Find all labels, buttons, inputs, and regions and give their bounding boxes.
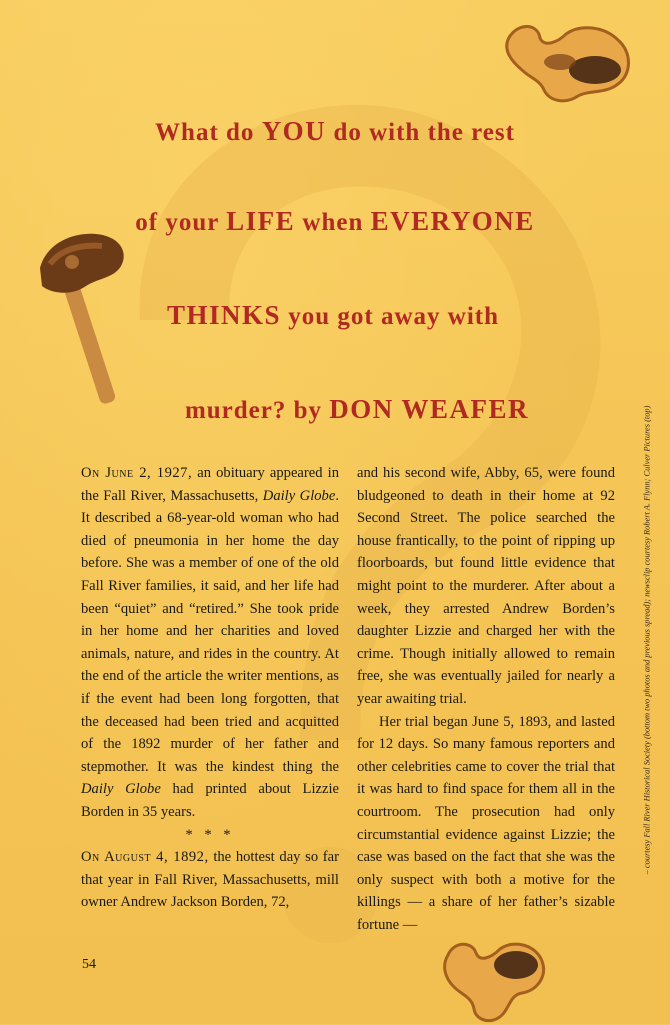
headline-line-3: THINKS you got away with: [166, 300, 500, 330]
headline-emphasis: EVERYONE: [370, 206, 535, 236]
newspaper-name: Daily Globe: [262, 487, 336, 504]
article-paragraph: On August 4, 1892, the hottest day so far that year in Fall River, Massachusetts, mill owner Andrew Jackson Borden, 72,: [81, 849, 339, 911]
puzzle-piece-top-image: [500, 18, 640, 108]
headline-line-1: What do YOU do with the rest: [155, 116, 515, 146]
headline-emphasis: LIFE: [226, 206, 296, 236]
newspaper-name: Daily Globe: [81, 781, 161, 798]
page-number: 54: [82, 957, 96, 972]
article-column-2: [357, 462, 615, 936]
magazine-page: What do YOU do with the rest of your LIFE when EVERYONE THINKS you got away with murder? by DON WEAFER On June 2, 1927, an obituary appeared in the Fall River, Massachusetts, Daily Globe. It described a 68-year-old woman who had died of pneumonia in her home the day before. She was a member of one of the old Fall River families, it said, and her life had been “quiet” and “retired.” She took pride in her home and her charities and loved animals, nature, and rides in the country. At the end of the article the writer mentions, as if the event had been long forgotten, that the deceased had been tried and acquitted of the 1892 murder of her father and stepmother. It was the kindest thing the Daily Globe had printed about Lizzie Borden in 35 years. * * * On August 4, 1892, the hottest day so far that year in Fall River, Massachusetts, mill owner Andrew Jackson Borden, 72, and his second wife, Abby, 65, were found bludgeoned to death in their home at 92 Second Street. The police searched the house frantically, to the point of ripping up floorboards, but found little evidence that might point to the murderer. After about a week, they arrested Andrew Borden’s daughter Lizzie and charged her with the crime. Though initially allowed to remain free, she was eventually jailed for nearly a year awaiting trial. Her trial began June 5, 1893, and lasted for 12 days. So many famous reporters and other celebrities came to cover the trial that it was hard to find space for them all in the courtroom. The prosecution had only circumstantial evidence against Lizzie; the case was based on the fact that she was the only suspect with both a motive for the killings — a share of her father’s sizable fortune — 54 – courtesy Fall River Historical Society (bottom two photos and previous spread); newsclip courtesy Robert A. Flynn; Culver Pictures (top): [0, 0, 670, 1024]
headline-emphasis: THINKS: [166, 300, 282, 330]
article-paragraph: and his second wife, Abby, 65, were found bludgeoned to death in their home at 92 Second Street. The police searched the house frantically, to the point of ripping up floorboards, but found little evidence that might point to the murderer. After about a week, they arrested Andrew Borden’s daughter Lizzie and charged her with the crime. Though initially allowed to remain free, she was eventually jailed for nearly a year awaiting trial.: [357, 465, 615, 707]
article-column-1: [81, 462, 339, 914]
puzzle-piece-bottom-image: [440, 935, 550, 1025]
lead-in: On August 4, 1892,: [81, 849, 209, 866]
headline-line-4: murder? by DON WEAFER: [184, 394, 530, 424]
article-paragraph: On June 2, 1927, an obituary appeared in the Fall River, Massachusetts, Daily Globe. It described a 68-year-old woman who had died of pneumonia in her home the day before. She was a member of one of the old Fall River families, it said, and her life had been “quiet” and “retired.” She took pride in her home and her charities and loved animals, nature, and rides in the country. At the end of the article the writer mentions, as if the event had been long forgotten, that the deceased had been tried and acquitted of the 1892 murder of her father and stepmother. It was the kindest thing the Daily Globe had printed about Lizzie Borden in 35 years.: [81, 465, 340, 820]
lead-in: On June 2, 1927,: [81, 465, 193, 481]
section-break: * * *: [185, 826, 235, 843]
article-paragraph: Her trial began June 5, 1893, and lasted for 12 days. So many famous reporters and other celebrities came to cover the trial that it was hard to find space for them all in the courtroom. The prosecution had only circumstantial evidence against Lizzie; the case was based on the fact that she was the only suspect with both a motive for the killings — a share of her father’s sizable fortune —: [357, 713, 615, 933]
author-byline: DON WEAFER: [329, 394, 530, 424]
headline-line-2: of your LIFE when EVERYONE: [135, 206, 535, 236]
headline-emphasis: YOU: [261, 116, 327, 146]
